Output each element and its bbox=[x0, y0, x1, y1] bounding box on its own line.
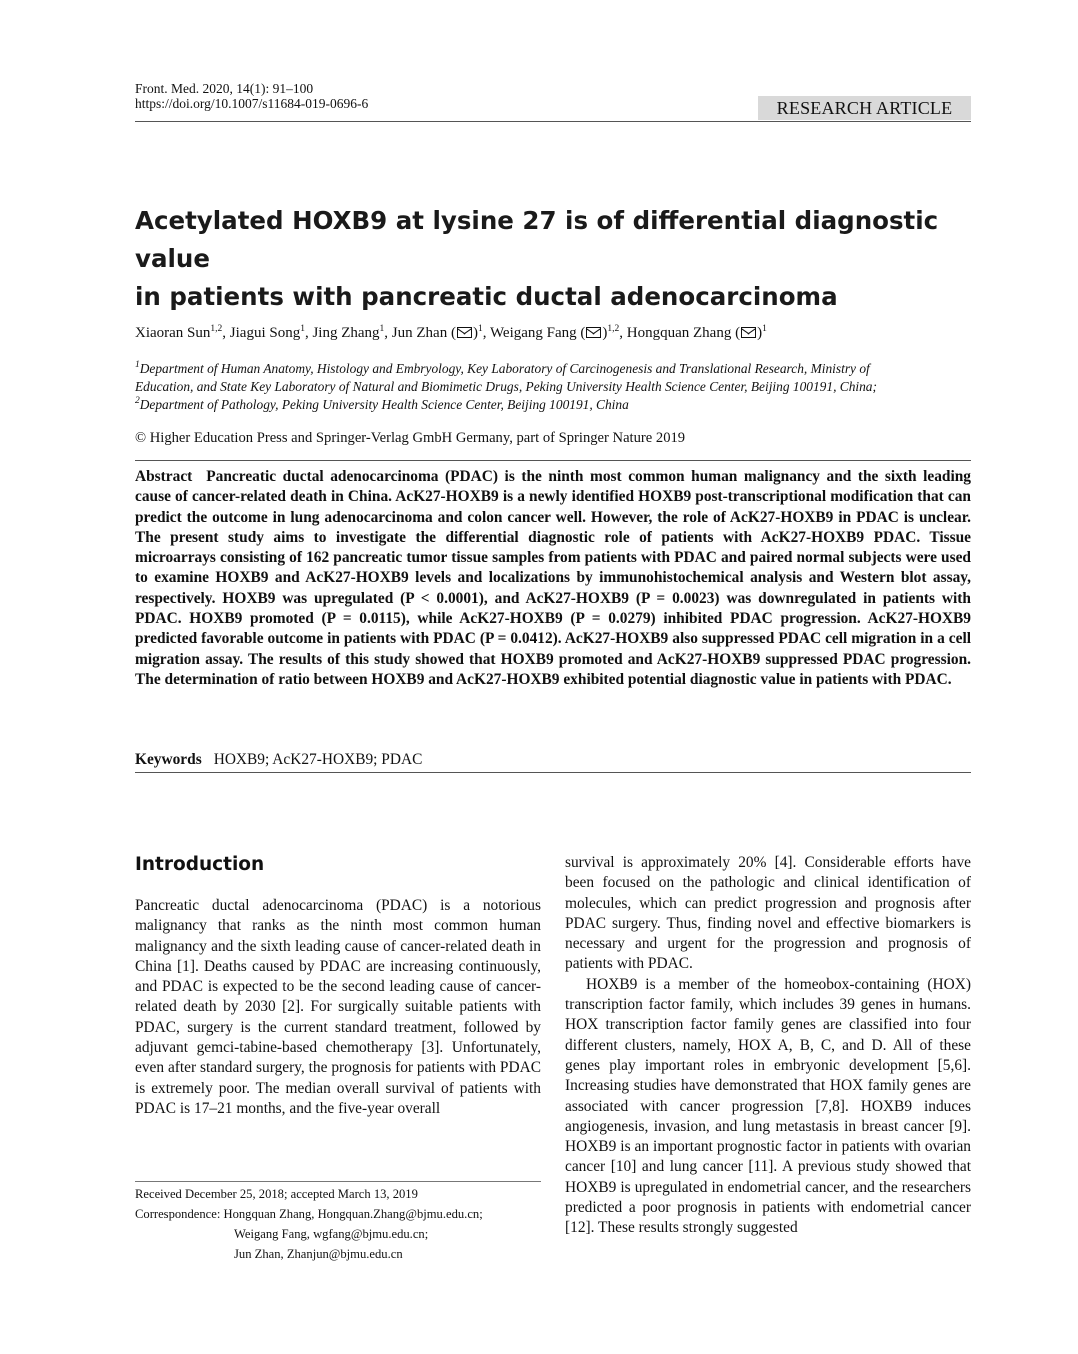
author-list: Xiaoran Sun$^{1,2}$, Jiagui Song$^1$, Jing Zhang$^1$, Jun Zhan ( )$^1$, Weigang Fang ( )$^{1,2}$, Hongquan Zhang ( )$^1$ bbox=[135, 324, 767, 341]
correspondence-entry[interactable]: Hongquan Zhang, Hongquan.Zhang@bjmu.edu.cn; bbox=[223, 1207, 483, 1221]
abstract-divider bbox=[135, 460, 971, 461]
keywords bbox=[135, 750, 422, 770]
author: Jing Zhang bbox=[312, 325, 380, 341]
section-heading: Introduction bbox=[135, 854, 265, 875]
copyright-notice: © Higher Education Press and Springer-Verlag GmbH Germany, part of Springer Nature 2019 bbox=[135, 430, 686, 446]
author: Weigang Fang bbox=[489, 325, 577, 341]
envelope-icon[interactable] bbox=[741, 327, 756, 338]
correspondence bbox=[135, 1205, 483, 1223]
abstract-label: Abstract bbox=[135, 468, 193, 485]
keywords-text: HOXB9; AcK27-HOXB9; PDAC bbox=[213, 751, 423, 768]
correspondence-entry[interactable]: Jun Zhan, Zhanjun@bjmu.edu.cn bbox=[234, 1247, 403, 1261]
abstract bbox=[135, 467, 971, 690]
body-column-left bbox=[135, 896, 541, 1119]
article-title bbox=[135, 202, 985, 316]
header-divider bbox=[135, 121, 971, 122]
article-type-badge: RESEARCH ARTICLE bbox=[758, 96, 971, 120]
title-line-1: Acetylated HOXB9 at lysine 27 is of differential diagnostic value bbox=[135, 206, 939, 273]
correspondence-label: Correspondence: bbox=[135, 1207, 221, 1221]
keywords-label: Keywords bbox=[135, 751, 202, 768]
paragraph: HOXB9 is a member of the homeobox-containing (HOX) transcription factor family, which includes 39 genes in humans. HOX transcription factor family genes are classified into four different clusters, namely, HOX A, B, C, and D. All of these genes play important roles in embryonic development [5,6]. Increasing studies have demonstrated that HOX family genes are associated with cancer progression [7,8]. HOXB9 induces angiogenesis, invasion, and lung metastasis in breast cancer [9]. HOXB9 is an important prognostic factor in patients with ovarian cancer [10] and lung cancer [11]. A previous study showed that HOXB9 is upregulated in endometrial cancer, and the researchers predicted a poor prognosis in patients with endometrial cancer [12]. These results strongly suggested bbox=[565, 975, 971, 1237]
envelope-icon[interactable] bbox=[586, 327, 601, 338]
footnote-divider bbox=[135, 1181, 541, 1182]
author: Xiaoran Sun bbox=[135, 325, 211, 341]
paragraph: survival is approximately 20% [4]. Considerable efforts have been focused on the pathologic and clinical identification of molecules, which can predict progression and prognosis after PDAC surgery. Thus, finding novel and effective biomarkers is necessary and urgent for the progression and prognosis of patients with PDAC. bbox=[565, 854, 971, 973]
doi-link[interactable]: https://doi.org/10.1007/s11684-019-0696-6 bbox=[135, 96, 369, 111]
correspondence-entry[interactable]: Weigang Fang, wgfang@bjmu.edu.cn; bbox=[234, 1227, 429, 1241]
keywords-divider bbox=[135, 772, 971, 773]
affiliation-2: $^2$Department of Pathology, Peking University Health Science Center, Beijing 100191, China bbox=[135, 396, 629, 412]
author: Jiagui Song bbox=[229, 325, 301, 341]
body-column-right bbox=[565, 853, 971, 1239]
paragraph: Pancreatic ductal adenocarcinoma (PDAC) is a notorious malignancy that ranks as the ninth most common human malignancy and the sixth leading cause of cancer-related death in China [1]. Deaths caused by PDAC are increasing continuously, and PDAC is expected to be the second leading cause of cancer-related death by 2030 [2]. For surgically suitable patients with PDAC, surgery is the current standard treatment, followed by adjuvant gemci-tabine-based chemotherapy [3]. Unfortunately, even after standard surgery, the prognosis for patients with PDAC is extremely poor. The median overall survival of patients with PDAC is 17–21 months, and the five-year overall bbox=[135, 897, 541, 1117]
affiliation-1-line-2: Education, and State Key Laboratory of Natural and Biomimetic Drugs, Peking University Health Science Center, Beijing 100191, China; bbox=[135, 379, 877, 394]
affiliation-1-line-1: $^1$Department of Human Anatomy, Histology and Embryology, Key Laboratory of Carcinogenesis and Translational Research, Ministry of bbox=[135, 360, 870, 376]
title-line-2: in patients with pancreatic ductal adenocarcinoma bbox=[135, 282, 838, 311]
envelope-icon[interactable] bbox=[457, 327, 472, 338]
author: Hongquan Zhang bbox=[626, 325, 732, 341]
abstract-text: Pancreatic ductal adenocarcinoma (PDAC) is the ninth most common human malignancy and the sixth leading cause of cancer-related death in China. AcK27-HOXB9 is a newly identified HOXB9 post-transcriptional modification that can predict the outcome in lung adenocarcinoma and colon cancer well. However, the role of AcK27-HOXB9 in PDAC is unclear. The present study aims to investigate the differential diagnostic role of patients with AcK27-HOXB9 PDAC. Tissue microarrays consisting of 162 pancreatic tumor tissue samples from patients with PDAC and paired normal subjects were used to examine HOXB9 and AcK27-HOXB9 levels and localizations by immunohistochemical analysis and Western blot assay, respectively. HOXB9 was upregulated (P < 0.0001), and AcK27-HOXB9 (P = 0.0023) was downregulated in patients with PDAC. HOXB9 promoted (P = 0.0115), while AcK27-HOXB9 (P = 0.0279) inhibited PDAC progression. AcK27-HOXB9 predicted favorable outcome in patients with PDAC (P = 0.0412). AcK27-HOXB9 also suppressed PDAC cell migration in a cell migration assay. The results of this study showed that HOXB9 promoted and AcK27-HOXB9 suppressed PDAC progression. The determination of ratio between HOXB9 and AcK27-HOXB9 exhibited potential diagnostic value in patients with PDAC. bbox=[135, 468, 971, 688]
author: Jun Zhan bbox=[391, 325, 448, 341]
journal-citation: Front. Med. 2020, 14(1): 91–100 bbox=[135, 81, 314, 96]
received-dates: Received December 25, 2018; accepted March 13, 2019 bbox=[135, 1187, 418, 1201]
affiliations bbox=[135, 360, 975, 414]
